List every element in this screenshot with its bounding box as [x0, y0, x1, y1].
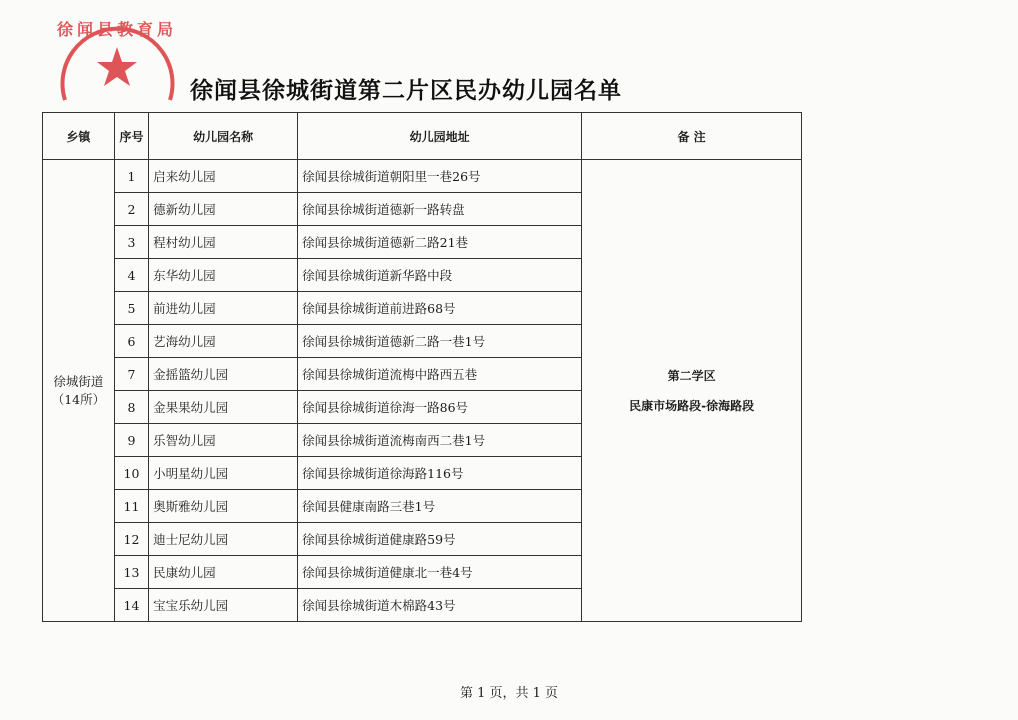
note-cell	[582, 160, 802, 622]
seq-cell: 6	[114, 325, 148, 358]
seq-cell: 9	[114, 424, 148, 457]
seq-cell: 14	[114, 589, 148, 622]
kindergarten-name-cell: 金果果幼儿园	[149, 391, 298, 424]
kindergarten-name-cell: 启来幼儿园	[149, 160, 298, 193]
kindergarten-address-cell: 徐闻县徐城街道朝阳里一巷26号	[298, 160, 582, 193]
kindergarten-address-cell: 徐闻县徐城街道德新一路转盘	[298, 193, 582, 226]
kindergarten-name-cell: 金摇篮幼儿园	[149, 358, 298, 391]
kindergarten-name-cell: 乐智幼儿园	[149, 424, 298, 457]
seq-cell: 11	[114, 490, 148, 523]
kindergarten-name-cell: 德新幼儿园	[149, 193, 298, 226]
kindergarten-address-cell: 徐闻县徐城街道徐海一路86号	[298, 391, 582, 424]
kindergarten-address-cell: 徐闻县徐城街道德新二路21巷	[298, 226, 582, 259]
seq-cell: 5	[114, 292, 148, 325]
seq-cell: 10	[114, 457, 148, 490]
header-town: 乡镇	[43, 113, 115, 160]
kindergarten-address-cell: 徐闻县徐城街道新华路中段	[298, 259, 582, 292]
seq-cell: 13	[114, 556, 148, 589]
kindergarten-address-cell: 徐闻县健康南路三巷1号	[298, 490, 582, 523]
seq-cell: 7	[114, 358, 148, 391]
seq-cell: 1	[114, 160, 148, 193]
seq-cell: 3	[114, 226, 148, 259]
note-range: 民康市场路段-徐海路段	[629, 398, 755, 413]
kindergarten-name-cell: 艺海幼儿园	[149, 325, 298, 358]
kindergarten-address-cell: 徐闻县徐城街道流梅南西二巷1号	[298, 424, 582, 457]
kindergarten-address-cell: 徐闻县徐城街道健康路59号	[298, 523, 582, 556]
official-seal	[40, 5, 190, 115]
header-seq: 序号	[114, 113, 148, 160]
kindergarten-name-cell: 民康幼儿园	[149, 556, 298, 589]
kindergarten-name-cell: 东华幼儿园	[149, 259, 298, 292]
table-row	[43, 160, 802, 193]
kindergarten-name-cell: 奥斯雅幼儿园	[149, 490, 298, 523]
seal-text: 徐闻县教育局	[56, 20, 178, 39]
kindergarten-table	[42, 112, 802, 622]
kindergarten-name-cell: 小明星幼儿园	[149, 457, 298, 490]
star-icon	[97, 47, 137, 86]
kindergarten-address-cell: 徐闻县徐城街道健康北一巷4号	[298, 556, 582, 589]
page-title: 徐闻县徐城街道第二片区民办幼儿园名单	[190, 78, 622, 104]
kindergarten-address-cell: 徐闻县徐城街道前进路68号	[298, 292, 582, 325]
seq-cell: 12	[114, 523, 148, 556]
header-address: 幼儿园地址	[298, 113, 582, 160]
page-footer: 第 1 页，共 1 页	[459, 686, 559, 701]
kindergarten-name-cell: 迪士尼幼儿园	[149, 523, 298, 556]
note-district: 第二学区	[667, 368, 716, 383]
header-name: 幼儿园名称	[149, 113, 298, 160]
town-name: 徐城街道	[53, 373, 104, 389]
kindergarten-address-cell: 徐闻县徐城街道流梅中路西五巷	[298, 358, 582, 391]
table-header-row	[43, 113, 802, 160]
seq-cell: 8	[114, 391, 148, 424]
town-count: （14所）	[51, 391, 106, 407]
header-note: 备 注	[582, 113, 802, 160]
kindergarten-name-cell: 前进幼儿园	[149, 292, 298, 325]
kindergarten-address-cell: 徐闻县徐城街道德新二路一巷1号	[298, 325, 582, 358]
seq-cell: 2	[114, 193, 148, 226]
kindergarten-address-cell: 徐闻县徐城街道徐海路116号	[298, 457, 582, 490]
kindergarten-name-cell: 宝宝乐幼儿园	[149, 589, 298, 622]
seq-cell: 4	[114, 259, 148, 292]
town-cell	[43, 160, 115, 622]
kindergarten-address-cell: 徐闻县徐城街道木棉路43号	[298, 589, 582, 622]
kindergarten-name-cell: 程村幼儿园	[149, 226, 298, 259]
